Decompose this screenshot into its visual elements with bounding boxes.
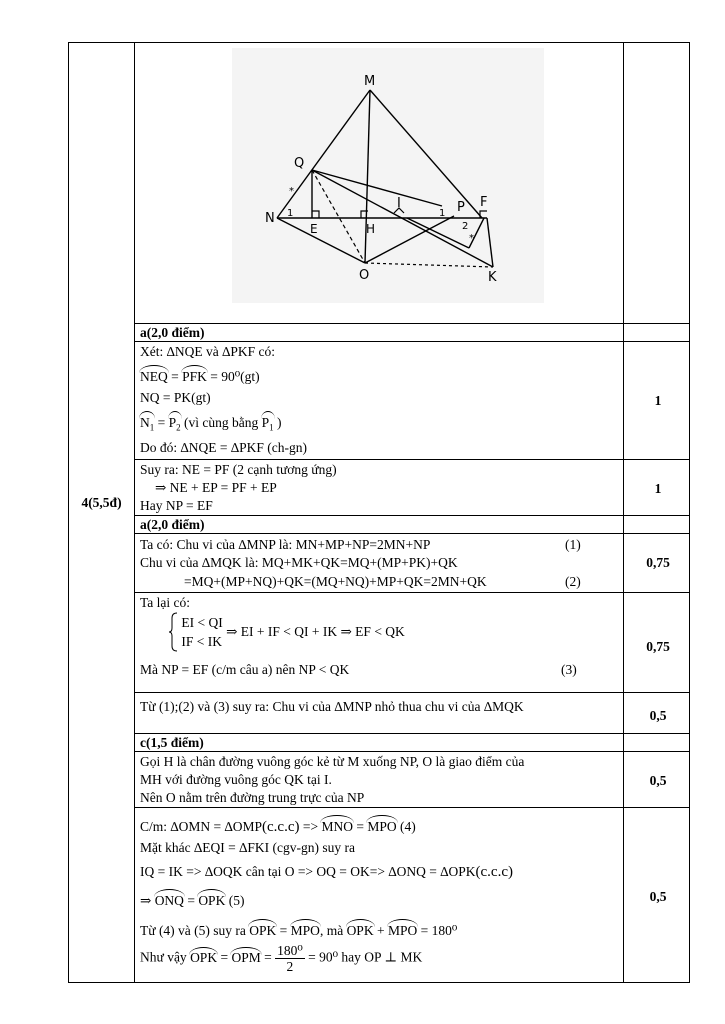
column-divider: [134, 43, 135, 982]
point-label-f: F: [480, 195, 488, 210]
part-a-line: Xét: ∆NQE và ∆PKF có:: [140, 344, 276, 359]
angle-arc: NEQ: [140, 365, 168, 386]
part-c-line: Mặt khác ∆EQI = ∆FKI (cgv-gn) suy ra: [140, 840, 355, 855]
text: (4): [396, 819, 416, 834]
part-c-line: [140, 863, 620, 882]
part-b-line: Từ (1);(2) và (3) suy ra: Chu vi của ∆MNP nhỏ thua chu vi của ∆MQK: [140, 699, 524, 714]
text: P: [261, 415, 270, 430]
text: , mà: [319, 923, 347, 938]
text: Như vậy: [140, 949, 191, 965]
text: = 90⁰(gt): [206, 369, 260, 384]
text: = 180⁰: [417, 923, 458, 938]
part-c-title: c(1,5 điểm): [140, 735, 204, 750]
fraction: [275, 943, 305, 974]
part-a-line: ⇒ NE + EP = PF + EP: [155, 480, 277, 495]
part-c-line: [140, 889, 620, 910]
text: 1: [269, 422, 274, 433]
part-a-line: Hay NP = EF: [140, 498, 213, 513]
text: (c.c.c): [475, 864, 513, 880]
text: =: [276, 923, 291, 938]
equal-mark: *: [289, 186, 294, 197]
text: (5): [225, 893, 245, 908]
row-divider: [134, 459, 689, 460]
text: +: [373, 923, 388, 938]
score: 0,75: [646, 555, 670, 570]
text: Từ (4) và (5) suy ra: [140, 923, 250, 938]
part-b-title: a(2,0 điểm): [140, 517, 205, 532]
brace-icon: [169, 612, 178, 652]
question-label: 4(5,5đ): [81, 495, 122, 510]
point-label-q: Q: [294, 156, 305, 171]
text: =: [183, 893, 199, 908]
text: =: [353, 819, 368, 834]
text: ): [273, 415, 282, 430]
point-label-o: O: [359, 268, 370, 283]
point-label-e: E: [310, 222, 318, 236]
text: (c.c.c): [262, 819, 300, 835]
angle-arc: OPK: [198, 889, 225, 910]
point-label-k: K: [488, 270, 497, 285]
angle-arc: MPO: [291, 919, 320, 940]
equation-number: (1): [565, 537, 581, 552]
text: 1: [149, 422, 155, 433]
angle-arc: MNO: [321, 815, 353, 836]
inequality-result: ⇒ EI + IF < QI + IK ⇒ EF < QK: [226, 624, 405, 639]
part-a-line: Suy ra: NE = PF (2 cạnh tương ứng): [140, 462, 337, 477]
score: 0,5: [649, 889, 667, 904]
text: IQ = IK => ∆OQK cân tại O => OQ = OK=> ∆ONQ = ∆OPK: [140, 864, 476, 879]
text: 2: [176, 422, 181, 433]
point-label-m: M: [364, 74, 376, 89]
part-b-line: Ta lại có:: [140, 595, 191, 610]
text: =: [260, 949, 276, 965]
point-label-i: I: [397, 196, 401, 211]
point-label-p: P: [457, 200, 465, 215]
part-c-line: [140, 943, 620, 974]
part-a-line: Do đó: ∆NQE = ∆PKF (ch-gn): [140, 440, 307, 455]
inequality-system: [169, 612, 649, 652]
text: =: [217, 949, 232, 965]
part-a-line: $N_1 = P_2$ (vì cùng bằng $P_1$ ): [140, 411, 620, 437]
column-divider: [623, 43, 624, 982]
inequality: EI < QI: [181, 615, 223, 630]
angle-arc: OPK: [249, 919, 276, 940]
angle-arc: OPK: [190, 947, 217, 966]
fraction-numerator: 180⁰: [277, 943, 303, 958]
score: 0,75: [646, 639, 670, 654]
equation-number: (2): [565, 574, 581, 589]
part-b-line: Chu vi của ∆MQK là: MQ+MK+QK=MQ+(MP+PK)+QK: [140, 555, 458, 570]
text: =>: [299, 819, 322, 834]
angle-arc: [140, 411, 154, 437]
text: C/m: ∆OMN = ∆OMP: [140, 819, 263, 834]
part-c-line: Nên O nằm trên đường trung trực của NP: [140, 790, 365, 805]
part-a-line: NQ = PK(gt): [140, 390, 211, 405]
text: (vì cùng bằng: [180, 415, 262, 430]
angle-arc: [262, 411, 274, 437]
text: ⇒: [140, 893, 155, 908]
row-divider: [134, 692, 689, 693]
angle-mark-p2: 2: [462, 221, 469, 232]
part-c-line: Gọi H là chân đường vuông góc kẻ từ M xuống NP, O là giao điểm của: [140, 754, 525, 769]
angle-arc: MPO: [388, 919, 417, 940]
answer-table: [68, 42, 690, 983]
score: 1: [654, 393, 662, 408]
angle-arc: [169, 411, 181, 437]
angle-arc: PFK: [182, 365, 207, 386]
score: 0,5: [649, 773, 667, 788]
part-b-line: =MQ+(MP+NQ)+QK=(MQ+NQ)+MP+QK=2MN+QK: [184, 574, 487, 589]
point-label-h: H: [366, 222, 376, 236]
fraction-denominator: 2: [286, 959, 294, 974]
angle-mark-n1: 1: [287, 208, 294, 219]
angle-arc: ONQ: [155, 889, 184, 910]
angle-arc: OPK: [347, 919, 374, 940]
geometry-figure: [232, 48, 544, 303]
angle-mark-p1: 1: [439, 208, 446, 219]
equal-mark: *: [469, 233, 474, 244]
text: P: [168, 415, 177, 430]
text: N: [140, 415, 150, 430]
score: 1: [654, 481, 662, 496]
row-divider: [134, 807, 689, 808]
part-a-line: NEQ = PFK = 90⁰(gt): [140, 365, 620, 386]
part-c-line: [140, 919, 620, 940]
part-c-line: MH với đường vuông góc QK tại I.: [140, 772, 332, 787]
part-b-line: Mà NP = EF (c/m câu a) nên NP < QK: [140, 662, 350, 677]
score: 0,5: [649, 708, 667, 723]
angle-arc: OPM: [231, 947, 260, 966]
equation-number: (3): [561, 662, 577, 677]
angle-arc: MPO: [367, 815, 396, 836]
text: = 90⁰ hay OP ⊥ MK: [304, 949, 423, 965]
point-label-n: N: [265, 211, 275, 226]
part-b-line: Ta có: Chu vi của ∆MNP là: MN+MP+NP=2MN+NP: [140, 537, 431, 552]
part-a-title: a(2,0 điểm): [140, 325, 205, 340]
row-divider: [134, 592, 689, 593]
part-c-line: [140, 815, 620, 837]
inequality: IF < IK: [181, 634, 222, 649]
